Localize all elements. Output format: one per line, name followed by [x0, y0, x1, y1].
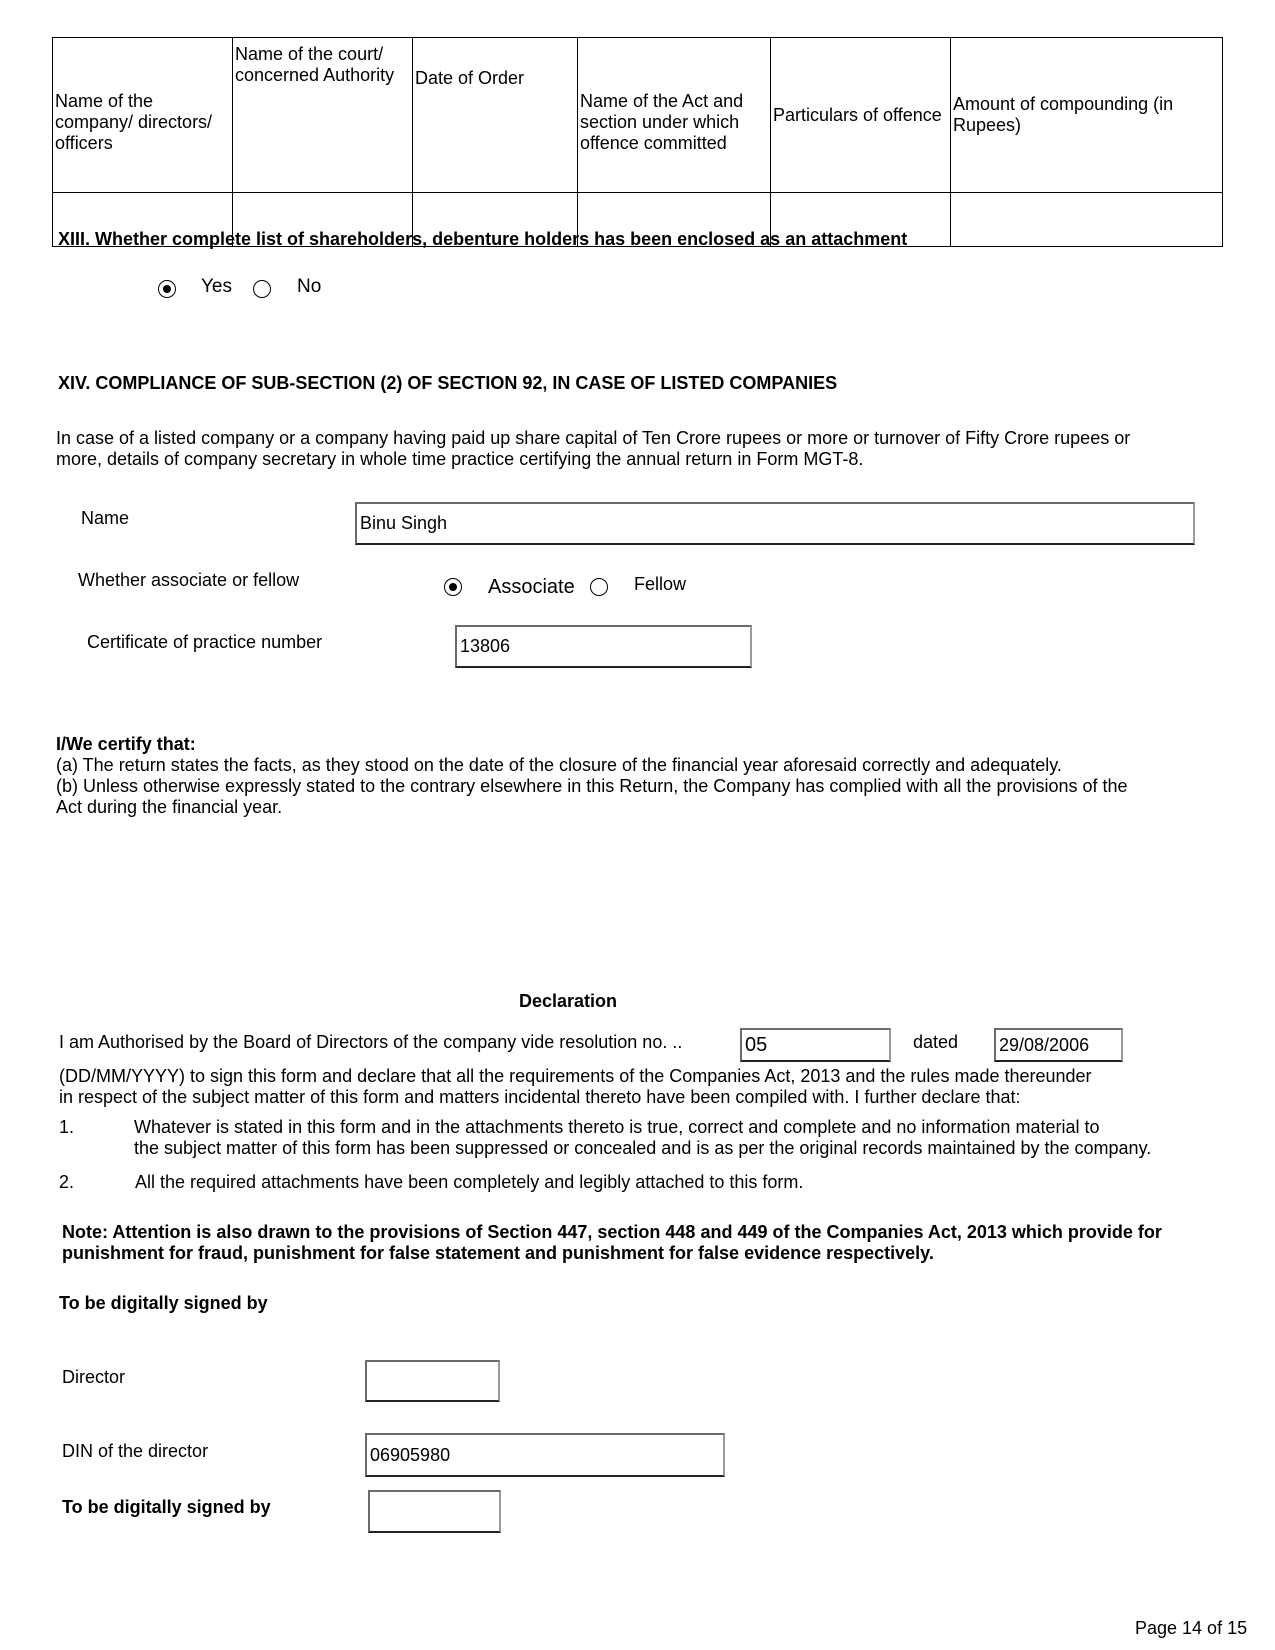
column-header: Amount of compounding (in Rupees) — [951, 38, 1223, 193]
digital-sign-heading-2: To be digitally signed by — [62, 1497, 271, 1517]
section-xiii-heading: XIII. Whether complete list of shareholders, debenture holders has been enclosed as an attachment — [58, 229, 908, 249]
declaration-item-line: the subject matter of this form has been suppressed or concealed and is as per the original records maintained by the company. — [134, 1138, 1152, 1158]
associate-radio[interactable] — [444, 578, 462, 596]
cs-name-field[interactable]: Binu Singh — [355, 502, 1195, 545]
director-label: Director — [62, 1367, 126, 1387]
associate-fellow-label: Whether associate or fellow — [78, 570, 300, 590]
resolution-date-field[interactable]: 29/08/2006 — [994, 1028, 1123, 1062]
certification-block — [56, 734, 1128, 818]
digital-sign-heading: To be digitally signed by — [59, 1293, 268, 1313]
column-header: Name of the Act and section under which offence committed — [578, 38, 771, 193]
declaration-line: in respect of the subject matter of this form and matters incidental thereto have been compiled with. I further declare that: — [59, 1087, 1021, 1107]
certification-heading: I/We certify that: — [56, 734, 196, 754]
no-label: No — [297, 276, 322, 297]
fellow-radio[interactable] — [590, 578, 608, 596]
column-header: Name of the company/ directors/ officers — [53, 38, 233, 193]
page-number: Page 14 of 15 — [1135, 1618, 1248, 1638]
declaration-text — [59, 1066, 1092, 1108]
certification-line: (b) Unless otherwise expressly stated to the contrary elsewhere in this Return, the Company has complied with all the provisions of the — [56, 776, 1128, 796]
declaration-item-number: 2. — [59, 1172, 75, 1192]
table-cell[interactable] — [951, 193, 1223, 247]
second-signature-field[interactable] — [368, 1490, 501, 1533]
cs-name-label: Name — [81, 508, 130, 528]
paragraph-line: more, details of company secretary in whole time practice certifying the annual return in Form MGT-8. — [56, 449, 864, 469]
section-xiv-paragraph — [56, 428, 1130, 470]
declaration-line: (DD/MM/YYYY) to sign this form and declare that all the requirements of the Companies Act, 2013 and the rules made thereunder — [59, 1066, 1092, 1086]
column-header: Name of the court/ concerned Authority — [233, 38, 413, 193]
paragraph-line: In case of a listed company or a company having paid up share capital of Ten Crore rupees or more or turnover of Fifty Crore rupees or — [56, 428, 1131, 448]
section-xiv-heading: XIV. COMPLIANCE OF SUB-SECTION (2) OF SECTION 92, IN CASE OF LISTED COMPANIES — [58, 373, 838, 393]
declaration-item-number: 1. — [59, 1117, 75, 1137]
cop-label: Certificate of practice number — [87, 632, 323, 652]
note-line: punishment for fraud, punishment for false statement and punishment for false evidence respectively. — [62, 1243, 934, 1263]
associate-label: Associate — [488, 576, 575, 598]
yes-label: Yes — [201, 276, 232, 297]
declaration-heading: Declaration — [519, 991, 618, 1011]
din-field[interactable]: 06905980 — [365, 1433, 725, 1477]
declaration-item — [134, 1117, 1151, 1159]
compounding-table — [52, 37, 1223, 247]
dated-label: dated — [913, 1032, 959, 1052]
column-header: Date of Order — [413, 38, 578, 193]
no-radio[interactable] — [253, 280, 271, 298]
declaration-item-line: All the required attachments have been completely and legibly attached to this form. — [135, 1172, 804, 1192]
din-label: DIN of the director — [62, 1441, 209, 1461]
certification-line: (a) The return states the facts, as they stood on the date of the closure of the financial year aforesaid correctly and adequately. — [56, 755, 1062, 775]
yes-radio[interactable] — [158, 280, 176, 298]
declaration-item — [135, 1172, 803, 1193]
column-header: Particulars of offence — [771, 38, 951, 193]
declaration-item-line: Whatever is stated in this form and in the attachments thereto is true, correct and complete and no information material to — [134, 1117, 1100, 1137]
cop-number-field[interactable]: 13806 — [455, 625, 752, 668]
certification-line: Act during the financial year. — [56, 797, 283, 817]
fellow-label: Fellow — [634, 574, 687, 594]
note-line: Note: Attention is also drawn to the provisions of Section 447, section 448 and 449 of the Companies Act, 2013 which provide for — [62, 1222, 1162, 1242]
resolution-text: I am Authorised by the Board of Directors of the company vide resolution no. .. — [59, 1032, 683, 1052]
director-signature-field[interactable] — [365, 1360, 500, 1402]
legal-note — [62, 1222, 1162, 1264]
table-header-row — [53, 38, 1223, 193]
resolution-number-field[interactable]: 05 — [740, 1028, 891, 1062]
